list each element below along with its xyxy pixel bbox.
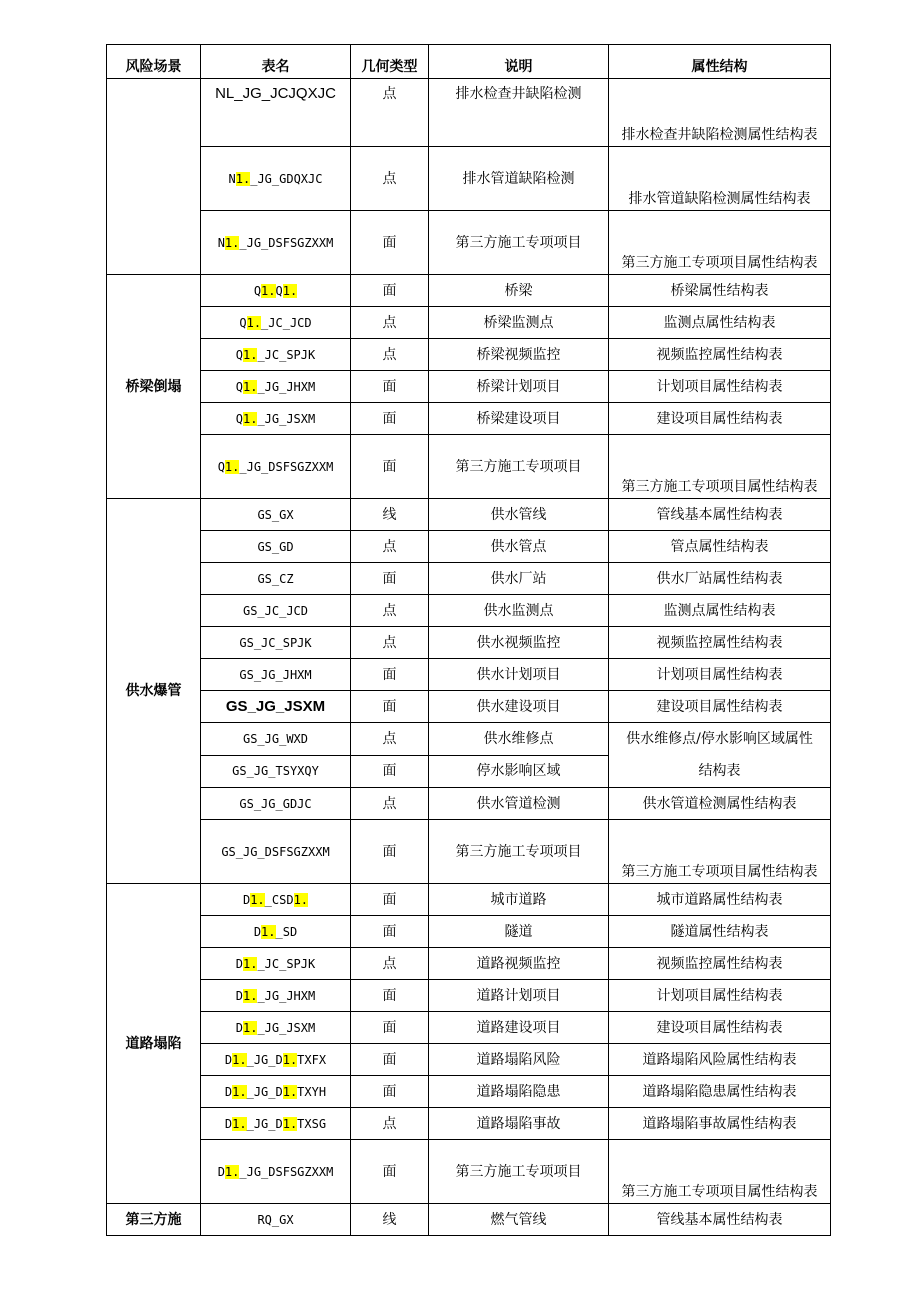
table-name-cell [201, 723, 351, 756]
scene-cell-bridge: 桥梁倒塌 [107, 275, 201, 499]
description-cell: 道路塌陷风险 [429, 1044, 609, 1076]
code-segment: N [217, 235, 225, 250]
geometry-cell: 线 [351, 1204, 429, 1236]
code-segment: _JG_DSFSGZXXM [239, 1164, 334, 1179]
geometry-cell: 点 [351, 627, 429, 659]
attribute-cell-merged [609, 723, 831, 788]
geometry-cell: 面 [351, 755, 429, 788]
highlighted-code-segment: 1. [224, 1164, 240, 1179]
description-cell: 道路塌陷事故 [429, 1108, 609, 1140]
geometry-cell: 线 [351, 499, 429, 531]
description-cell: 排水管道缺陷检测 [429, 147, 609, 211]
code-segment: _JG_JSXM [257, 1020, 316, 1035]
geometry-cell: 面 [351, 916, 429, 948]
code-segment: Q [253, 283, 262, 298]
geometry-cell: 面 [351, 820, 429, 884]
table-row [107, 627, 831, 659]
table-row [107, 339, 831, 371]
attribute-cell: 供水厂站属性结构表 [609, 563, 831, 595]
table-row [107, 820, 831, 884]
code-segment: D [224, 1116, 233, 1131]
attribute-cell: 道路塌陷隐患属性结构表 [609, 1076, 831, 1108]
code-segment: D [242, 892, 251, 907]
code-segment: _SD [275, 924, 298, 939]
code-segment: GS_JG_JSXM [225, 697, 326, 715]
geometry-cell: 点 [351, 79, 429, 147]
header-table-name: 表名 [201, 45, 351, 79]
table-row [107, 948, 831, 980]
attribute-cell: 管点属性结构表 [609, 531, 831, 563]
geometry-cell: 面 [351, 1012, 429, 1044]
table-body [107, 79, 831, 1236]
highlighted-code-segment: 1. [293, 892, 309, 907]
table-name-cell [201, 79, 351, 147]
code-segment: Q [275, 283, 283, 298]
attribute-cell: 道路塌陷风险属性结构表 [609, 1044, 831, 1076]
table-name-cell [201, 884, 351, 916]
table-name-cell [201, 211, 351, 275]
table-name-cell [201, 499, 351, 531]
geometry-cell: 面 [351, 211, 429, 275]
scene-cell-water: 供水爆管 [107, 499, 201, 884]
code-segment: TXYH [297, 1084, 327, 1099]
geometry-cell: 面 [351, 1076, 429, 1108]
table-row [107, 499, 831, 531]
table-name-cell [201, 1108, 351, 1140]
table-name-cell [201, 980, 351, 1012]
description-cell: 供水建设项目 [429, 691, 609, 723]
scene-cell-third-party: 第三方施 [107, 1204, 201, 1236]
geometry-cell: 面 [351, 563, 429, 595]
table-name-cell [201, 1140, 351, 1204]
highlighted-code-segment: 1. [235, 171, 251, 186]
code-segment: D [217, 1164, 225, 1179]
attribute-merged-line-1: 供水维修点/停水影响区域属性 [626, 731, 813, 747]
code-segment: D [253, 924, 262, 939]
code-segment: Q [235, 347, 243, 362]
highlighted-code-segment: 1. [224, 459, 240, 474]
code-segment: _JG_D [246, 1052, 283, 1067]
code-segment: D [224, 1084, 233, 1099]
description-cell: 城市道路 [429, 884, 609, 916]
table-name-cell [201, 595, 351, 627]
table-row [107, 1140, 831, 1204]
description-cell: 第三方施工专项项目 [429, 1140, 609, 1204]
attribute-cell: 排水检查井缺陷检测属性结构表 [609, 79, 831, 147]
attribute-merged-line-2: 结构表 [698, 763, 741, 779]
attribute-cell: 第三方施工专项项目属性结构表 [609, 435, 831, 499]
highlighted-code-segment: 1. [261, 924, 276, 939]
description-cell: 桥梁计划项目 [429, 371, 609, 403]
geometry-cell: 面 [351, 691, 429, 723]
description-cell: 道路塌陷隐患 [429, 1076, 609, 1108]
highlighted-code-segment: 1. [242, 988, 258, 1003]
header-row [107, 45, 831, 79]
attribute-cell: 桥梁属性结构表 [609, 275, 831, 307]
code-segment: _JC_SPJK [257, 347, 316, 362]
geometry-cell: 面 [351, 980, 429, 1012]
description-cell: 燃气管线 [429, 1204, 609, 1236]
table-name-cell [201, 916, 351, 948]
attribute-cell: 计划项目属性结构表 [609, 659, 831, 691]
code-segment: _JG_D [246, 1084, 283, 1099]
table-row [107, 563, 831, 595]
geometry-cell: 面 [351, 659, 429, 691]
header-scene: 风险场景 [107, 45, 201, 79]
code-segment: _JG_JSXM [257, 411, 316, 426]
code-segment: RQ_GX [257, 1212, 294, 1227]
geometry-cell: 点 [351, 595, 429, 627]
description-cell: 供水计划项目 [429, 659, 609, 691]
table-name-cell [201, 948, 351, 980]
highlighted-code-segment: 1. [242, 347, 258, 362]
code-segment: GS_JC_SPJK [239, 635, 312, 650]
highlighted-code-segment: 1. [224, 235, 240, 250]
geometry-cell: 点 [351, 788, 429, 820]
header-description: 说明 [429, 45, 609, 79]
code-segment: GS_GD [257, 539, 294, 554]
table-row [107, 980, 831, 1012]
risk-scene-table [106, 44, 831, 1236]
description-cell: 道路建设项目 [429, 1012, 609, 1044]
table-row [107, 275, 831, 307]
description-cell: 供水管点 [429, 531, 609, 563]
code-segment: TXFX [297, 1052, 327, 1067]
table-row [107, 531, 831, 563]
attribute-cell: 建设项目属性结构表 [609, 1012, 831, 1044]
attribute-cell: 城市道路属性结构表 [609, 884, 831, 916]
table-name-cell [201, 307, 351, 339]
table-row [107, 211, 831, 275]
geometry-cell: 点 [351, 723, 429, 756]
geometry-cell: 面 [351, 275, 429, 307]
attribute-cell: 监测点属性结构表 [609, 307, 831, 339]
code-segment: GS_JG_JHXM [239, 667, 312, 682]
description-cell: 供水管线 [429, 499, 609, 531]
table-name-cell [201, 627, 351, 659]
highlighted-code-segment: 1. [282, 283, 298, 298]
highlighted-code-segment: 1. [242, 379, 258, 394]
description-cell: 道路视频监控 [429, 948, 609, 980]
description-cell: 桥梁视频监控 [429, 339, 609, 371]
table-name-cell [201, 788, 351, 820]
code-segment: GS_JG_GDJC [239, 796, 312, 811]
code-segment: _JG_GDQXJC [250, 171, 323, 186]
table-row [107, 884, 831, 916]
table-row [107, 659, 831, 691]
table-row [107, 371, 831, 403]
code-segment: GS_GX [257, 507, 294, 522]
highlighted-code-segment: 1. [232, 1084, 247, 1099]
table-row [107, 147, 831, 211]
attribute-cell: 第三方施工专项项目属性结构表 [609, 820, 831, 884]
geometry-cell: 面 [351, 371, 429, 403]
highlighted-code-segment: 1. [261, 283, 276, 298]
highlighted-code-segment: 1. [282, 1084, 298, 1099]
geometry-cell: 面 [351, 884, 429, 916]
description-cell: 桥梁建设项目 [429, 403, 609, 435]
description-cell: 桥梁监测点 [429, 307, 609, 339]
code-segment: _JG_JHXM [257, 988, 316, 1003]
attribute-cell: 监测点属性结构表 [609, 595, 831, 627]
table-name-cell [201, 755, 351, 788]
table-row [107, 1044, 831, 1076]
attribute-cell: 管线基本属性结构表 [609, 1204, 831, 1236]
geometry-cell: 面 [351, 1044, 429, 1076]
attribute-cell: 第三方施工专项项目属性结构表 [609, 211, 831, 275]
description-cell: 第三方施工专项项目 [429, 820, 609, 884]
geometry-cell: 点 [351, 307, 429, 339]
header-geometry-type: 几何类型 [351, 45, 429, 79]
table-row [107, 916, 831, 948]
table-row [107, 595, 831, 627]
highlighted-code-segment: 1. [242, 956, 258, 971]
scene-cell-drainage [107, 79, 201, 275]
description-cell: 第三方施工专项项目 [429, 435, 609, 499]
code-segment: D [235, 1020, 243, 1035]
geometry-cell: 点 [351, 531, 429, 563]
code-segment: GS_JC_JCD [242, 603, 309, 618]
code-segment: D [235, 956, 243, 971]
description-cell: 供水监测点 [429, 595, 609, 627]
header-attribute-structure: 属性结构 [609, 45, 831, 79]
description-cell: 供水厂站 [429, 563, 609, 595]
code-segment: Q [217, 459, 225, 474]
code-segment: N [228, 171, 236, 186]
code-segment: GS_CZ [257, 571, 294, 586]
attribute-cell: 供水管道检测属性结构表 [609, 788, 831, 820]
attribute-cell: 视频监控属性结构表 [609, 627, 831, 659]
code-segment: TXSG [297, 1116, 327, 1131]
table-name-cell [201, 659, 351, 691]
attribute-cell: 隧道属性结构表 [609, 916, 831, 948]
table-row [107, 79, 831, 147]
table-name-cell [201, 403, 351, 435]
attribute-cell: 道路塌陷事故属性结构表 [609, 1108, 831, 1140]
highlighted-code-segment: 1. [232, 1052, 247, 1067]
description-cell: 桥梁 [429, 275, 609, 307]
attribute-cell: 排水管道缺陷检测属性结构表 [609, 147, 831, 211]
table-row [107, 723, 831, 756]
code-segment: D [235, 988, 243, 1003]
table-name-cell [201, 275, 351, 307]
table-name-cell [201, 339, 351, 371]
code-segment: _JG_DSFSGZXXM [239, 459, 334, 474]
table-row [107, 307, 831, 339]
geometry-cell: 点 [351, 1108, 429, 1140]
highlighted-code-segment: 1. [282, 1052, 298, 1067]
attribute-cell: 视频监控属性结构表 [609, 948, 831, 980]
highlighted-code-segment: 1. [250, 892, 265, 907]
table-row [107, 403, 831, 435]
code-segment: _JG_DSFSGZXXM [239, 235, 334, 250]
description-cell: 排水检查井缺陷检测 [429, 79, 609, 147]
table-row [107, 788, 831, 820]
table-name-cell [201, 563, 351, 595]
code-segment: GS_JG_TSYXQY [232, 764, 319, 779]
geometry-cell: 点 [351, 948, 429, 980]
attribute-cell: 第三方施工专项项目属性结构表 [609, 1140, 831, 1204]
geometry-cell: 点 [351, 339, 429, 371]
table-name-cell [201, 1012, 351, 1044]
description-cell: 供水维修点 [429, 723, 609, 756]
code-segment: D [224, 1052, 233, 1067]
attribute-cell: 计划项目属性结构表 [609, 371, 831, 403]
code-segment: _JG_JHXM [257, 379, 316, 394]
table-row [107, 1204, 831, 1236]
highlighted-code-segment: 1. [282, 1116, 298, 1131]
code-segment: _CSD [264, 892, 294, 907]
table-name-cell [201, 531, 351, 563]
code-segment: _JC_JCD [261, 315, 312, 330]
table-name-cell [201, 820, 351, 884]
highlighted-code-segment: 1. [232, 1116, 247, 1131]
code-segment: GS_JG_WXD [242, 731, 309, 746]
code-segment: _JC_SPJK [257, 956, 316, 971]
table-name-cell [201, 147, 351, 211]
description-cell: 道路计划项目 [429, 980, 609, 1012]
table-name-cell [201, 691, 351, 723]
table-name-cell [201, 371, 351, 403]
code-segment: NL_JG_JCJQXJC [215, 85, 336, 102]
attribute-cell: 计划项目属性结构表 [609, 980, 831, 1012]
description-cell: 停水影响区域 [429, 755, 609, 788]
table-row [107, 1076, 831, 1108]
code-segment: GS_JG_DSFSGZXXM [221, 844, 330, 859]
code-segment: _JG_D [246, 1116, 283, 1131]
geometry-cell: 面 [351, 403, 429, 435]
table-row [107, 435, 831, 499]
attribute-cell: 视频监控属性结构表 [609, 339, 831, 371]
highlighted-code-segment: 1. [246, 315, 262, 330]
table-row [107, 691, 831, 723]
description-cell: 第三方施工专项项目 [429, 211, 609, 275]
table-name-cell [201, 435, 351, 499]
description-cell: 隧道 [429, 916, 609, 948]
description-cell: 供水管道检测 [429, 788, 609, 820]
attribute-cell: 管线基本属性结构表 [609, 499, 831, 531]
code-segment: Q [239, 315, 247, 330]
table-row [107, 1108, 831, 1140]
geometry-cell: 面 [351, 1140, 429, 1204]
table-name-cell [201, 1044, 351, 1076]
geometry-cell: 面 [351, 435, 429, 499]
highlighted-code-segment: 1. [242, 411, 258, 426]
table-name-cell [201, 1204, 351, 1236]
code-segment: Q [235, 379, 243, 394]
attribute-cell: 建设项目属性结构表 [609, 403, 831, 435]
code-segment: Q [235, 411, 243, 426]
geometry-cell: 点 [351, 147, 429, 211]
highlighted-code-segment: 1. [242, 1020, 258, 1035]
description-cell: 供水视频监控 [429, 627, 609, 659]
scene-cell-road: 道路塌陷 [107, 884, 201, 1204]
table-name-cell [201, 1076, 351, 1108]
attribute-cell: 建设项目属性结构表 [609, 691, 831, 723]
table-row [107, 1012, 831, 1044]
